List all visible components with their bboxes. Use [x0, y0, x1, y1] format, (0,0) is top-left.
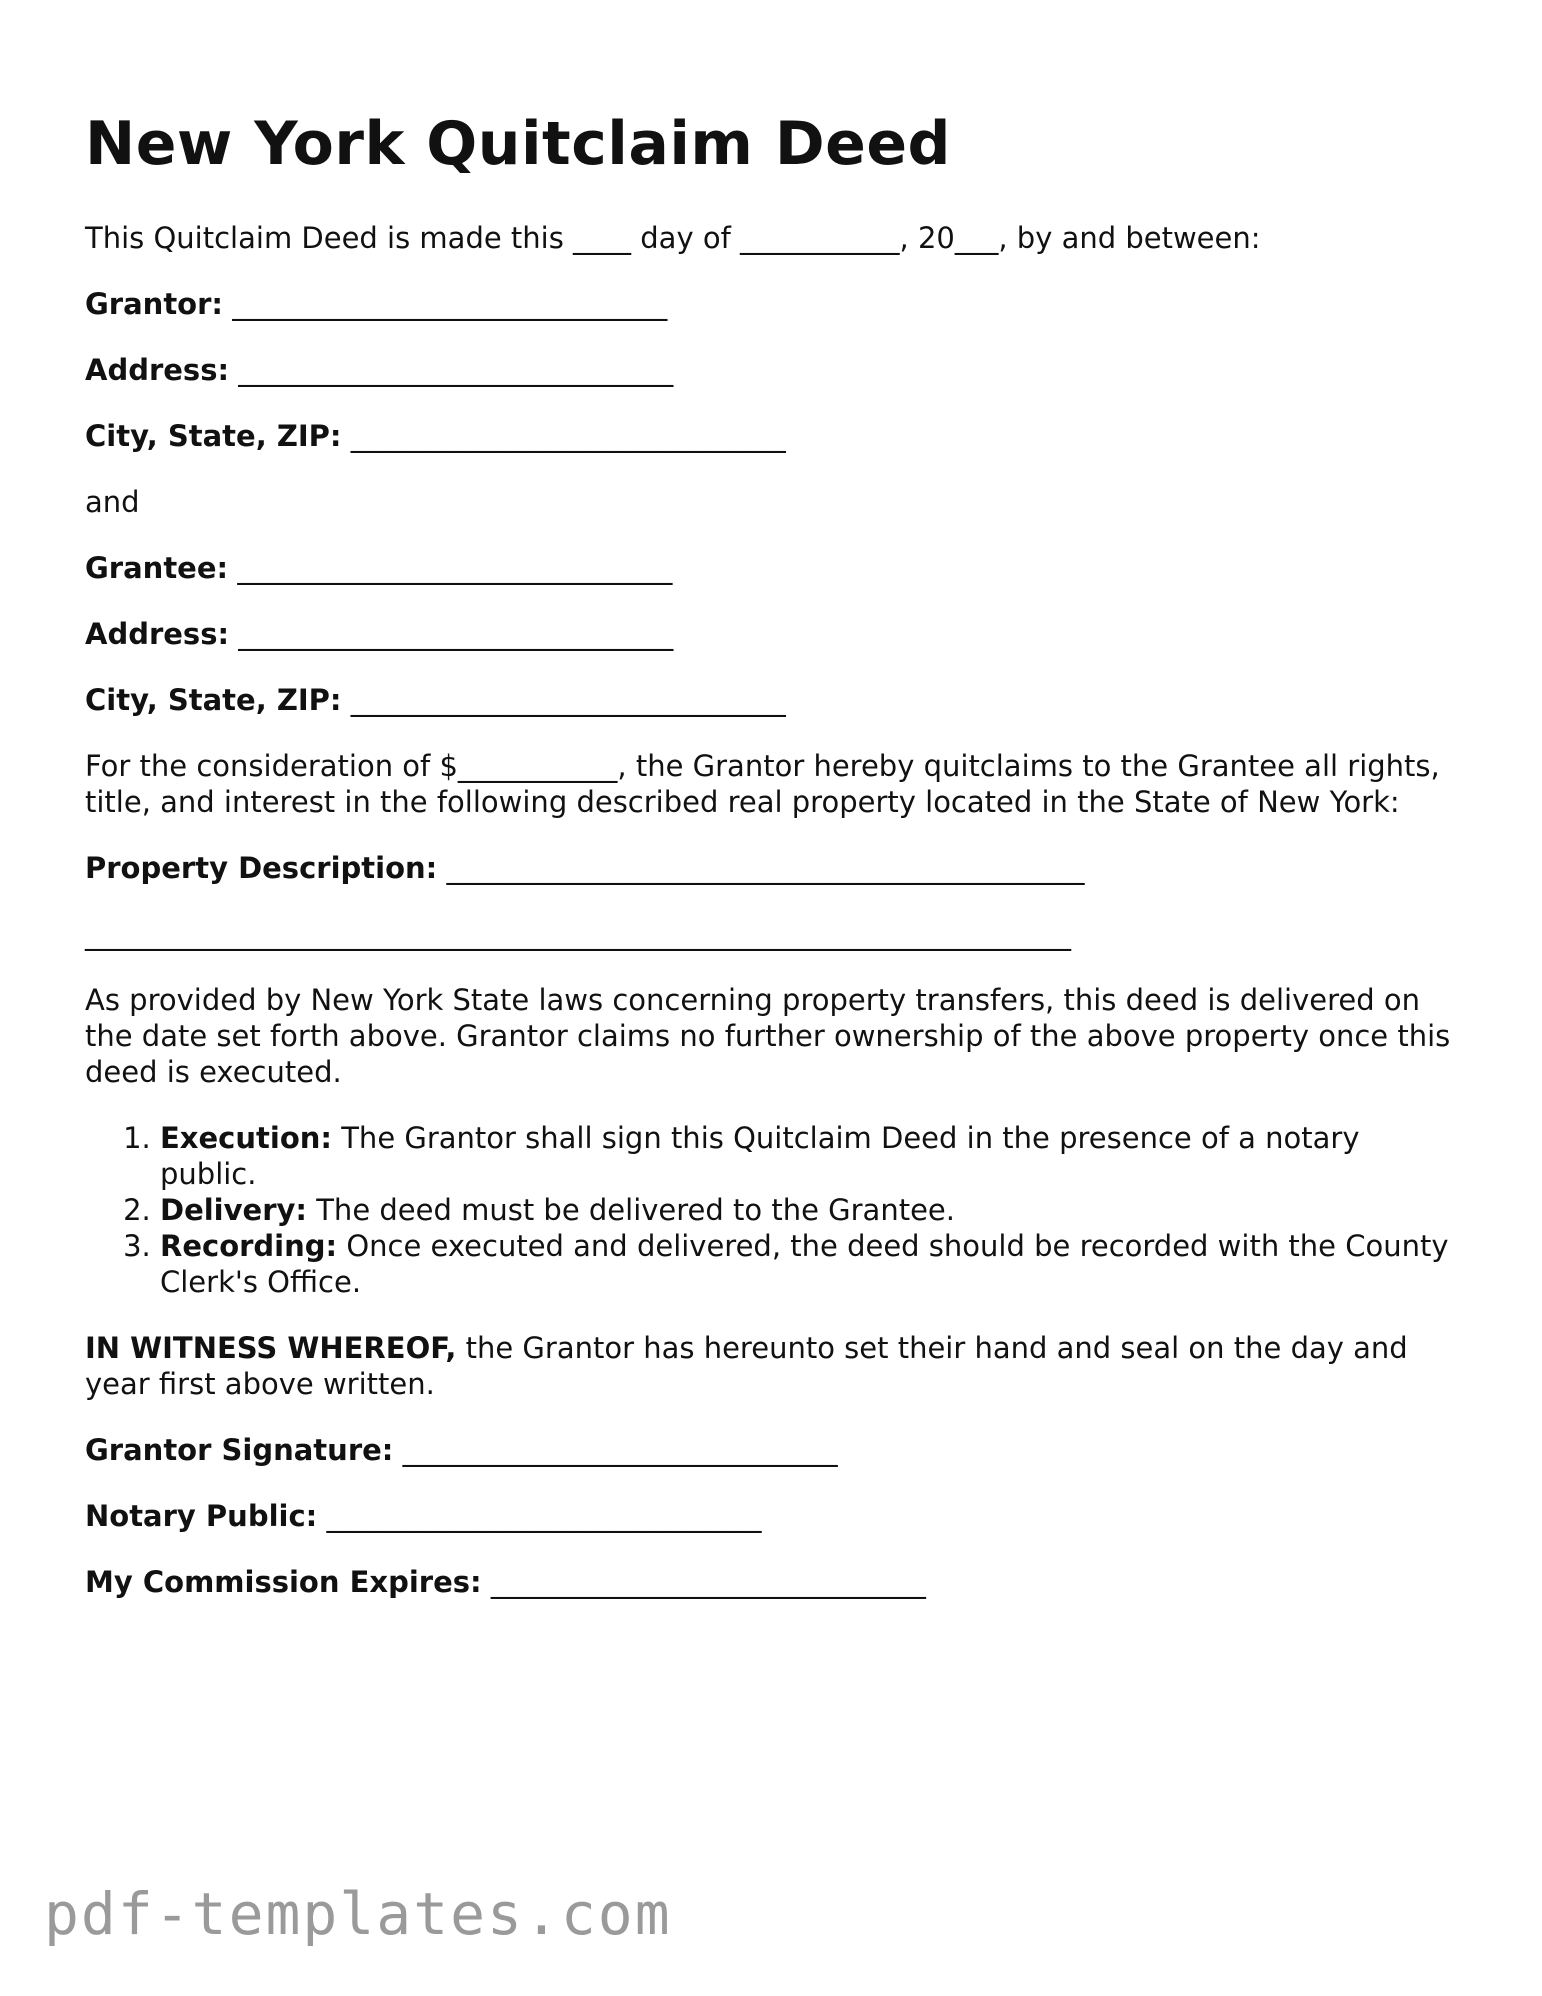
document-page — [85, 108, 1455, 1630]
property-description-field — [85, 850, 1455, 886]
grantee-city-field — [85, 682, 1455, 718]
commission-expires-label: My Commission Expires: — [85, 1565, 482, 1599]
grantee-address-field — [85, 616, 1455, 652]
grantee-address-label: Address: — [85, 617, 230, 651]
list-item — [160, 1228, 1455, 1300]
provision-paragraph: As provided by New York State laws concerning property transfers, this deed is delivered on the date set forth above. Grantor claims no further ownership of the above property once this deed is executed. — [85, 983, 1451, 1089]
and-text: and — [85, 485, 140, 519]
grantee-name-field — [85, 550, 1455, 586]
list-item — [160, 1192, 1455, 1228]
grantor-signature-blank: ______________________________ — [393, 1433, 838, 1467]
commission-expires-field — [85, 1564, 1455, 1600]
step-text: Once executed and delivered, the deed should be recorded with the County Clerk's Office. — [160, 1229, 1449, 1299]
grantor-name-field — [85, 286, 1455, 322]
step-label: Delivery: — [160, 1193, 307, 1227]
intro-paragraph: This Quitclaim Deed is made this ____ day of ___________, 20___, by and between: — [85, 221, 1261, 255]
grantor-name-blank: ______________________________ — [223, 287, 668, 321]
step-label: Execution: — [160, 1121, 332, 1155]
grantee-name-blank: ______________________________ — [228, 551, 673, 585]
notary-public-label: Notary Public: — [85, 1499, 318, 1533]
grantor-city-field — [85, 418, 1455, 454]
property-description-blank: ____________________________________________ — [437, 851, 1085, 885]
grantee-name-label: Grantee: — [85, 551, 229, 585]
witness-paragraph — [85, 1330, 1455, 1402]
grantee-address-blank: ______________________________ — [229, 617, 674, 651]
grantor-address-field — [85, 352, 1455, 388]
commission-expires-blank: ______________________________ — [481, 1565, 926, 1599]
watermark: pdf-templates.com — [44, 1880, 672, 1948]
document-title: New York Quitclaim Deed — [85, 109, 951, 179]
witness-label: IN WITNESS WHEREOF, — [85, 1331, 457, 1365]
step-text: The Grantor shall sign this Quitclaim Deed in the presence of a notary public. — [160, 1121, 1360, 1191]
grantor-name-label: Grantor: — [85, 287, 224, 321]
witness-text: the Grantor has hereunto set their hand and seal on the day and year first above written. — [85, 1331, 1408, 1401]
grantee-city-label: City, State, ZIP: — [85, 683, 342, 717]
list-item — [160, 1120, 1455, 1192]
grantee-city-blank: ______________________________ — [341, 683, 786, 717]
grantor-signature-label: Grantor Signature: — [85, 1433, 394, 1467]
grantor-city-blank: ______________________________ — [341, 419, 786, 453]
consideration-paragraph: For the consideration of $___________, the Grantor hereby quitclaims to the Grantee all rights, title, and interest in the following described real property located in the State of New York: — [85, 749, 1440, 819]
notary-public-field — [85, 1498, 1455, 1534]
property-description-line2: ____________________________________________________________________ — [85, 917, 1071, 951]
grantor-address-blank: ______________________________ — [229, 353, 674, 387]
property-description-label: Property Description: — [85, 851, 438, 885]
notary-public-blank: ______________________________ — [317, 1499, 762, 1533]
grantor-address-label: Address: — [85, 353, 230, 387]
grantor-signature-field — [85, 1432, 1455, 1468]
grantor-city-label: City, State, ZIP: — [85, 419, 342, 453]
step-label: Recording: — [160, 1229, 338, 1263]
steps-list — [85, 1120, 1455, 1300]
step-text: The deed must be delivered to the Grantee. — [307, 1193, 955, 1227]
